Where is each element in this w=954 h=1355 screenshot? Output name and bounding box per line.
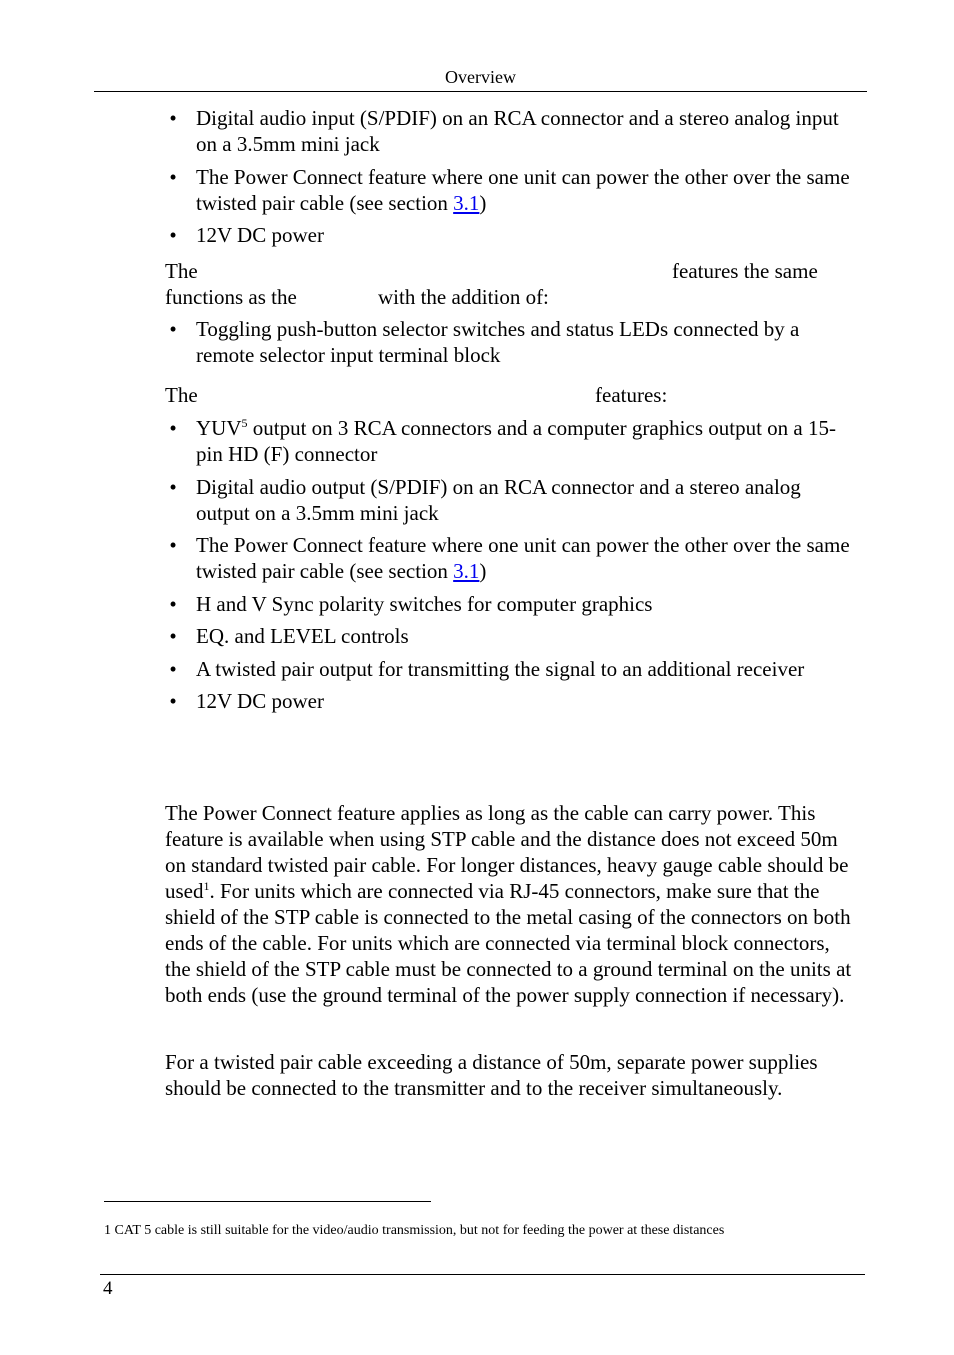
list-item-text: Digital audio input (S/PDIF) on an RCA connector and a stereo analog input on a 3.5mm mini jack xyxy=(196,106,839,156)
footer-rule xyxy=(100,1274,865,1275)
list-item xyxy=(165,222,855,248)
list-item: • H and V Sync polarity switches for computer graphics xyxy=(165,591,855,617)
bullet-icon: • xyxy=(169,164,177,189)
power-connect-paragraph: The Power Connect feature applies as long as the cable can carry power. This feature is available when using STP cable and the distance does not exceed 50m on standard twisted pair cable. For longer distances, heavy gauge cable should be used$^1$. For units which are connected via RJ-45 connectors, make sure that the shield of the STP cable is connected to the metal casing of the connectors on both ends of the cable. For units which are connected via terminal block connectors, the shield of the STP cable must be connected to a ground terminal on the units at both ends (use the ground terminal of the power supply connection if necessary). xyxy=(165,801,852,1007)
list-item xyxy=(165,105,855,157)
list-item-text: 12V DC power xyxy=(196,223,324,247)
feature-list-output xyxy=(165,415,855,714)
list-item: • The Power Connect feature where one unit can power the other over the same twisted pair cable (see section 3.1) xyxy=(165,532,855,584)
footnote-ref: 1 xyxy=(203,879,210,893)
list-item: • YUV$^5$ output on 3 RCA connectors and a computer graphics output on a 15-pin HD (F) connector xyxy=(165,415,855,467)
list-item-text: The Power Connect feature where one unit can power the other over the same twisted pair cable (see section xyxy=(196,164,850,215)
feature-list-remote xyxy=(165,316,855,368)
header-rule xyxy=(94,91,867,92)
list-item: • 12V DC power xyxy=(165,688,855,714)
feature-list-input xyxy=(165,105,855,248)
list-item: • Digital audio output (S/PDIF) on an RCA connector and a stereo analog output on a 3.5mm mini jack xyxy=(165,474,855,526)
bullet-icon: • xyxy=(169,656,177,681)
bullet-icon: • xyxy=(169,689,177,713)
list-item: • A twisted pair output for transmitting the signal to an additional receiver xyxy=(165,656,855,682)
bullet-icon: • xyxy=(169,474,177,499)
section-link[interactable]: 3.1 xyxy=(453,190,480,215)
power-supply-paragraph: For a twisted pair cable exceeding a distance of 50m, separate power supplies should be connected to the transmitter and to the receiver simultaneously. xyxy=(165,1050,818,1100)
list-item: • The Power Connect feature where one unit can power the other over the same twisted pair cable (see section 3.1) xyxy=(165,164,855,216)
footnote: 1 CAT 5 cable is still suitable for the video/audio transmission, but not for feeding the power at these distances xyxy=(104,1223,725,1238)
bullet-icon: • xyxy=(169,223,177,247)
running-head: Overview xyxy=(445,67,516,87)
bullet-icon: • xyxy=(169,624,177,648)
bullet-icon: • xyxy=(169,533,177,557)
footnote-rule xyxy=(104,1201,431,1202)
list-item: • EQ. and LEVEL controls xyxy=(165,623,855,649)
bullet-icon: • xyxy=(169,591,177,616)
section-link[interactable]: 3.1 xyxy=(453,559,480,583)
footnote-ref: 5 xyxy=(241,416,248,430)
bullet-icon: • xyxy=(169,416,177,440)
list-item-text: Toggling push-button selector switches and status LEDs connected by a remote selector input terminal block xyxy=(196,317,800,367)
list-item xyxy=(165,316,855,368)
receiver-intro: The features: xyxy=(165,383,668,407)
page-number: 4 xyxy=(103,1278,113,1299)
bullet-icon: • xyxy=(169,317,177,341)
bullet-icon: • xyxy=(169,106,177,130)
intro-paragraph: The features the same functions as the with the addition of: xyxy=(165,259,818,309)
